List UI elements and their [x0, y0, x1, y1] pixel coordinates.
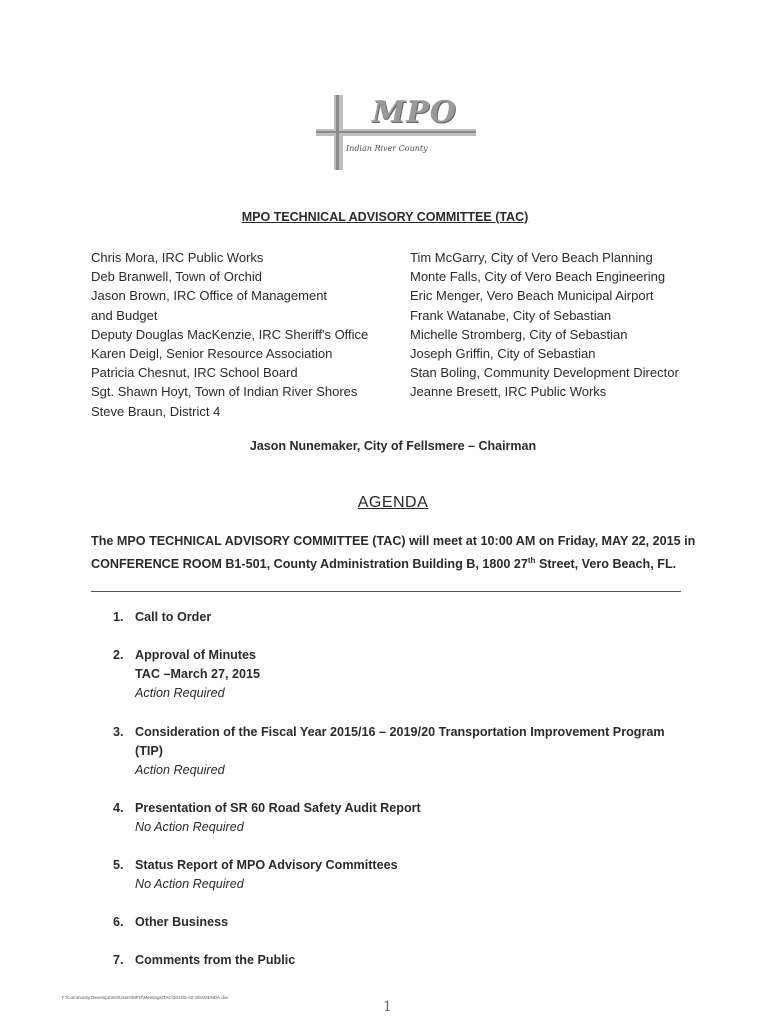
member-name: Tim McGarry, City of Vero Beach Planning: [410, 250, 653, 265]
agenda-item-title: Approval of Minutes: [135, 648, 257, 662]
chairman-line: Jason Nunemaker, City of Fellsmere – Chairman: [249, 439, 537, 453]
member-name: Stan Boling, Community Development Director: [410, 365, 679, 381]
member-name: Joseph Griffin, City of Sebastian: [410, 346, 596, 362]
agenda-item-subtitle: TAC –March 27, 2015: [135, 667, 261, 681]
agenda-item-number: 2.: [113, 648, 124, 662]
member-name: Karen Deigl, Senior Resource Association: [91, 346, 333, 362]
agenda-item-action: No Action Required: [135, 820, 244, 834]
logo-subtitle: Indian River County: [346, 144, 428, 153]
logo-text: MPO: [372, 95, 457, 130]
agenda-item-title: Other Business: [135, 915, 229, 929]
meeting-text-before: The MPO TECHNICAL ADVISORY COMMITTEE (TAC) will meet at 10:00 AM on Friday, MAY 22, 2015 in CONFERENCE ROOM B1-501, County Administration Building B, 1800 27: [91, 534, 696, 572]
agenda-item-action: No Action Required: [135, 877, 244, 891]
divider: [91, 591, 681, 592]
agenda-item-number: 1.: [113, 610, 124, 624]
agenda-item-title: Presentation of SR 60 Road Safety Audit Report: [135, 801, 421, 815]
meeting-text-sup: th: [527, 556, 536, 565]
member-name: and Budget: [91, 307, 158, 323]
member-name: Chris Mora, IRC Public Works: [91, 250, 264, 265]
member-name: Frank Watanabe, City of Sebastian: [410, 307, 612, 323]
member-name: Deputy Douglas MacKenzie, IRC Sheriff's Office: [91, 326, 369, 342]
member-name: Monte Falls, City of Vero Beach Engineering: [410, 269, 666, 285]
member-name: Jeanne Bresett, IRC Public Works: [410, 384, 607, 400]
agenda-item-number: 3.: [113, 725, 124, 739]
agenda-item-action: Action Required: [135, 686, 225, 700]
member-name: Sgt. Shawn Hoyt, Town of Indian River Shores: [91, 384, 358, 400]
footer-file-path: F:\Community Development\Users\MPO\Meetings\TAC\2015\5-22-15\AGENDA.doc: [62, 995, 229, 1000]
committee-title: MPO TECHNICAL ADVISORY COMMITTEE (TAC): [241, 210, 529, 224]
agenda-item-number: 6.: [113, 915, 124, 929]
members-left-column: [91, 248, 368, 421]
agenda-item-title: Consideration of the Fiscal Year 2015/16 – 2019/20 Transportation Improvement Program (TIP): [135, 725, 665, 758]
agenda-item-number: 4.: [113, 801, 124, 815]
agenda-item-action: Action Required: [135, 763, 225, 777]
meeting-text-after: Street, Vero Beach, FL.: [535, 557, 677, 572]
mpo-logo: [316, 95, 476, 170]
member-name: Jason Brown, IRC Office of Management: [91, 288, 328, 304]
agenda-item-title: Call to Order: [135, 610, 212, 624]
member-name: Steve Braun, District 4: [91, 403, 221, 419]
members-right-column: [410, 248, 679, 402]
member-name: Deb Branwell, Town of Orchid: [91, 269, 263, 285]
agenda-heading: AGENDA: [357, 494, 429, 511]
agenda-item-title: Status Report of MPO Advisory Committees: [135, 858, 398, 872]
member-name: Patricia Chesnut, IRC School Board: [91, 365, 298, 381]
meeting-announcement: [91, 531, 701, 574]
agenda-item-number: 5.: [113, 858, 124, 872]
agenda-item-title: Comments from the Public: [135, 953, 296, 967]
page-number: 1: [383, 999, 392, 1015]
member-name: Eric Menger, Vero Beach Municipal Airport: [410, 288, 654, 304]
member-name: Michelle Stromberg, City of Sebastian: [410, 326, 628, 342]
agenda-item-number: 7.: [113, 953, 124, 967]
